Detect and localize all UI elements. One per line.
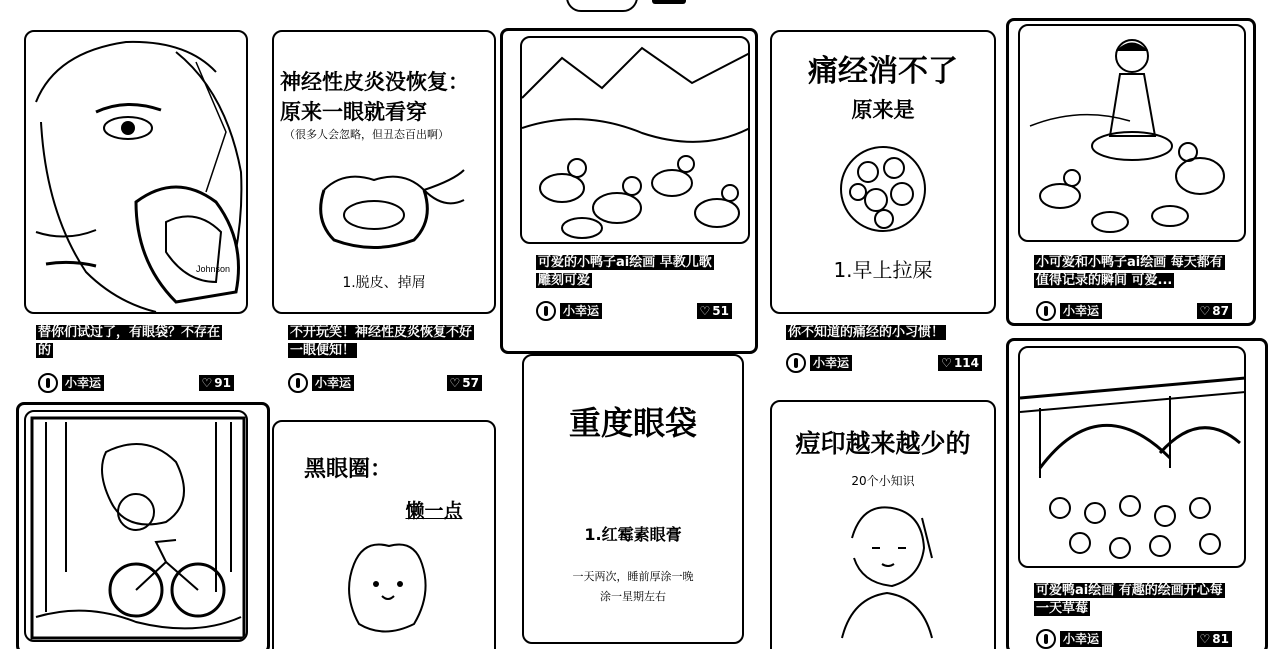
top-tab[interactable]	[652, 0, 686, 4]
cover-title-2: 原来是	[851, 98, 915, 122]
svg-text:Johnson: Johnson	[196, 264, 231, 274]
card-cover-6[interactable]	[24, 410, 248, 642]
avatar-icon[interactable]	[288, 373, 308, 393]
card-cover-5[interactable]	[1018, 24, 1246, 242]
avatar-icon[interactable]	[786, 353, 806, 373]
cover-title: 痘印越来越少的	[795, 429, 971, 458]
like-count[interactable]: ♡ 87	[1197, 303, 1232, 319]
author-name[interactable]: 小幸运	[810, 355, 852, 371]
poop-ball-illustration	[838, 144, 928, 234]
cover-subtitle: （很多人会忽略，但丑态百出啊）	[284, 128, 449, 141]
card-caption[interactable]: 替你们试过了，有眼袋？不存在的	[38, 325, 221, 358]
like-count[interactable]: ♡ 91	[199, 375, 234, 391]
cover-title: 神经性皮炎没恢复：	[280, 70, 469, 94]
avatar-icon[interactable]	[38, 373, 58, 393]
bridge-ducks-illustration	[1020, 348, 1246, 568]
card-meta	[1036, 628, 1232, 649]
card-meta	[786, 352, 982, 374]
cover-desc-2: 涂一星期左右	[600, 590, 666, 603]
avatar-icon[interactable]	[1036, 301, 1056, 321]
card-cover-2[interactable]	[272, 30, 496, 314]
avatar-icon[interactable]	[1036, 629, 1056, 649]
cover-title: 黑眼圈：	[304, 457, 393, 482]
card-meta	[38, 372, 234, 394]
girl-illustration	[832, 498, 942, 648]
ducks-illustration	[522, 38, 750, 244]
card-meta	[1036, 300, 1232, 322]
card-cover-3[interactable]	[520, 36, 750, 244]
card-caption[interactable]: 可爱的小鸭子ai绘画 早教儿歌 雕刻可爱	[538, 255, 712, 288]
like-count[interactable]: ♡ 114	[938, 355, 982, 371]
author-name[interactable]: 小幸运	[312, 375, 354, 391]
card-cover-4[interactable]	[770, 30, 996, 314]
heart-icon: ♡	[1199, 304, 1211, 318]
cover-subtitle: 20个小知识	[851, 474, 915, 488]
author-name[interactable]: 小幸运	[560, 303, 602, 319]
cover-title: 痛经消不了	[808, 54, 958, 89]
cover-subtitle: 懒一点	[405, 500, 463, 522]
heart-icon: ♡	[1199, 632, 1211, 646]
card-cover-10[interactable]	[1018, 346, 1246, 568]
cover-title-2: 原来一眼就看穿	[280, 100, 427, 124]
cover-title: 重度眼袋	[568, 404, 697, 442]
cover-point: 1.红霉素眼膏	[584, 525, 682, 544]
cover-point: 1.早上拉屎	[833, 258, 933, 282]
bike-illustration	[26, 412, 248, 642]
heart-icon: ♡	[941, 356, 952, 370]
card-caption[interactable]: 不开玩笑！神经性皮炎恢复不好一眼便知！	[290, 325, 473, 358]
avatar-icon[interactable]	[536, 301, 556, 321]
like-count[interactable]: ♡ 81	[1197, 631, 1232, 647]
face-illustration	[26, 32, 248, 314]
author-name[interactable]: 小幸运	[1060, 303, 1102, 319]
card-cover-8[interactable]	[522, 354, 744, 644]
skin-illustration	[314, 160, 474, 260]
card-caption[interactable]: 小可爱和小鸭子ai绘画 每天都有值得记录的瞬间 可爱...	[1036, 255, 1223, 288]
cover-point: 1.脱皮、掉屑	[342, 275, 426, 291]
heart-icon: ♡	[699, 304, 711, 318]
author-name[interactable]: 小幸运	[1060, 631, 1102, 647]
card-cover-7[interactable]	[272, 420, 496, 649]
card-meta	[536, 300, 732, 322]
like-count[interactable]: ♡ 51	[697, 303, 732, 319]
cover-desc-1: 一天两次，睡前厚涂一晚	[572, 570, 694, 583]
top-tab-active[interactable]	[566, 0, 638, 12]
card-caption[interactable]: 你不知道的痛经的小习惯！	[788, 325, 945, 340]
heart-icon: ♡	[449, 376, 461, 390]
card-cover-9[interactable]	[770, 400, 996, 649]
heart-icon: ♡	[201, 376, 213, 390]
cute-blob-illustration	[334, 534, 434, 644]
card-caption[interactable]: 可爱鸭ai绘画 有趣的绘画开心每一天草莓	[1036, 583, 1223, 616]
like-count[interactable]: ♡ 57	[447, 375, 482, 391]
author-name[interactable]: 小幸运	[62, 375, 104, 391]
girl-ducks-illustration	[1020, 26, 1246, 242]
card-meta	[288, 372, 482, 394]
card-cover-1[interactable]	[24, 30, 248, 314]
